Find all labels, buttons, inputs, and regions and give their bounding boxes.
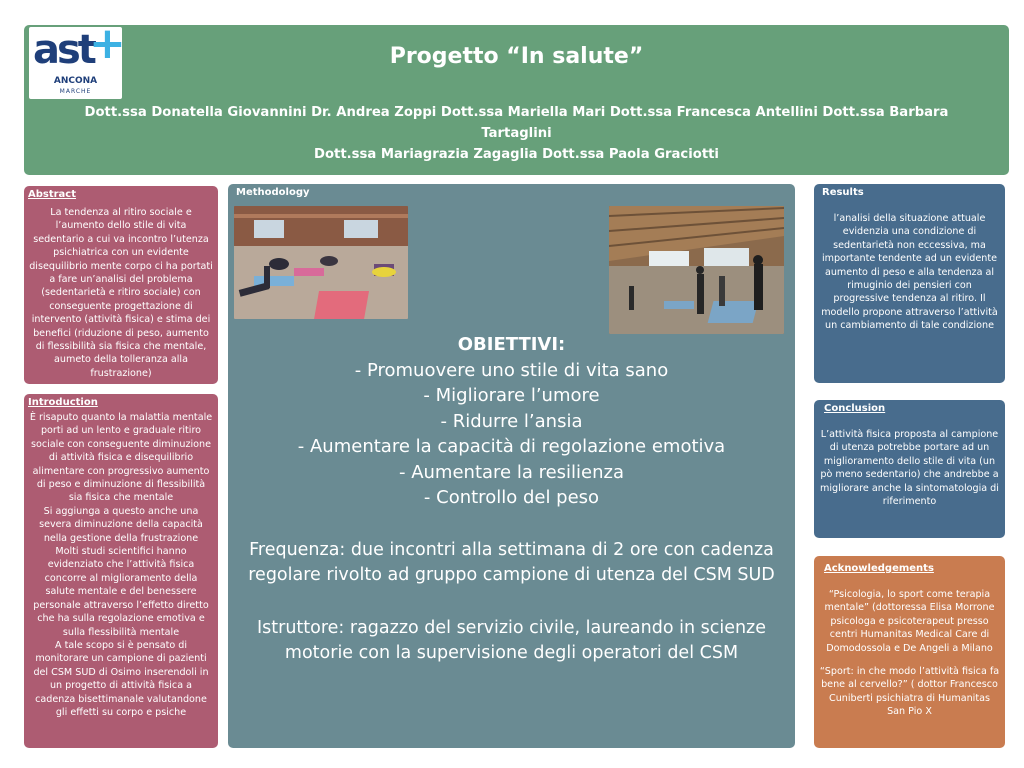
objective-item: - Aumentare la resilienza [398, 461, 625, 483]
acknowledgements-panel [814, 556, 1005, 748]
authors-line-1: Dott.ssa Donatella Giovannini Dr. Andrea Zoppi Dott.ssa Mariella Mari Dott.ssa Francesca Antellini Dott.ssa Barbara Tartaglini [84, 105, 949, 141]
gym-photo-illustration [234, 206, 408, 319]
introduction-paragraph: Si aggiunga a questo anche una severa diminuzione della capacità nella gestione della frustrazione [39, 505, 203, 544]
poster-header [24, 18, 1009, 175]
abstract-panel [24, 186, 218, 384]
hall-photo-illustration [609, 206, 784, 334]
introduction-title: Introduction [28, 397, 98, 408]
objective-item: - Controllo del peso [423, 487, 600, 508]
abstract-title: Abstract [28, 189, 77, 200]
introduction-text [24, 408, 218, 719]
methodology-title: Methodology [236, 187, 310, 198]
conclusion-panel [814, 400, 1005, 538]
authors-line-2: Dott.ssa Mariagrazia Zagaglia Dott.ssa Paola Graciotti [314, 147, 719, 162]
reference-item: “Psicologia, lo sport come terapia mentale” (dottoressa Elisa Morrone psicologa e psicoterapeut presso centri Humanitas Medical Care di Domodossola e De Angeli a Milano [824, 589, 995, 654]
introduction-paragraph: Molti studi scientifici hanno evidenziato che l’attività fisica concorre al miglioramento della salute mentale e del benessere personale attraverso l’effetto diretto che ha sulla regolazione emotiva e sulla flessibilità mentale [33, 546, 209, 638]
methodology-panel [228, 184, 795, 748]
results-title: Results [822, 187, 864, 198]
conclusion-title: Conclusion [824, 403, 886, 414]
logo-plus-icon: + [89, 18, 126, 69]
objective-item: - Ridurre l’ansia [440, 410, 583, 432]
objective-item: - Aumentare la capacità di regolazione emotiva [297, 436, 726, 457]
acknowledgements-title: Acknowledgements [824, 563, 934, 574]
poster-title: Progetto “In salute” [389, 44, 644, 69]
logo-mark: ast [33, 27, 94, 73]
results-panel [814, 184, 1005, 383]
objective-item: - Promuovere uno stile di vita sano [354, 359, 669, 381]
abstract-text: La tendenza al ritiro sociale e l’aumento dello stile di vita sedentario a cui va incontro l’utenza psichiatrica con un evidente disequilibrio mente corpo ci ha portati a fare un’analisi del problema (sedentarietà e ritiro sociale) con conseguente progettazione di intervento (attività fisica) e stima dei benefici (riduzione di peso, aumento di flessibilità sia fisica che mentale, aumeto della tolleranza alla frustrazione) [29, 207, 213, 379]
logo-region: ANCONA [53, 76, 98, 86]
objectives-title: OBIETTIVI: [457, 334, 566, 355]
hall-exercise-photo [609, 206, 784, 334]
gym-exercise-photo [234, 206, 408, 319]
introduction-panel [24, 394, 218, 748]
frequency-text: Frequenza: due incontri alla settimana di 2 ore con cadenza regolare rivolto ad gruppo campione di utenza del CSM SUD [248, 540, 775, 585]
reference-item: “Sport: in che modo l’attività fisica fa bene al cervello?” ( dottor Francesco Cuniberti psichiatra di Humanitas San Pio X [819, 666, 1000, 718]
introduction-paragraph: A tale scopo si è pensato di monitorare un campione di pazienti del CSM SUD di Osimo inserendoli in un progetto di attività fisica a cadenza bisettimanale valutandone gli effetti su corpo e psiche [33, 639, 209, 718]
introduction-paragraph: È risaputo quanto la malattia mentale porti ad un lento e graduale ritiro sociale con conseguente diminuzione di attività fisica e disequilibrio alimentare con progressivo aumento di peso e diminuzione di flessibilità sia fisica che mentale [29, 412, 213, 504]
acknowledgements-text [814, 574, 1005, 719]
objectives [238, 332, 785, 511]
logo-subregion: MARCHE [59, 88, 92, 95]
results-text: l’analisi della situazione attuale evidenzia una condizione di sedentarietà non eccessiva, ma importante tendente ad un evidente aumento di peso e alla tendenza al rimuginio dei pensieri con progressive tendenza al ritiro. Il modello propone attraverso l’attività un cambiamento di tale condizione [821, 213, 998, 332]
objective-item: - Migliorare l’umore [423, 385, 600, 406]
instructor-text: Istruttore: ragazzo del servizio civile, laureando in scienze motorie con la supervisione degli operatori del CSM [256, 618, 767, 663]
conclusion-text: L’attività fisica proposta al campione di utenza potrebbe portare ad un miglioramento dello stile di vita (un pò meno sedentario) che andrebbe a migliorare anche la sintomatologia di riferimento [820, 429, 999, 508]
authors [64, 102, 969, 165]
